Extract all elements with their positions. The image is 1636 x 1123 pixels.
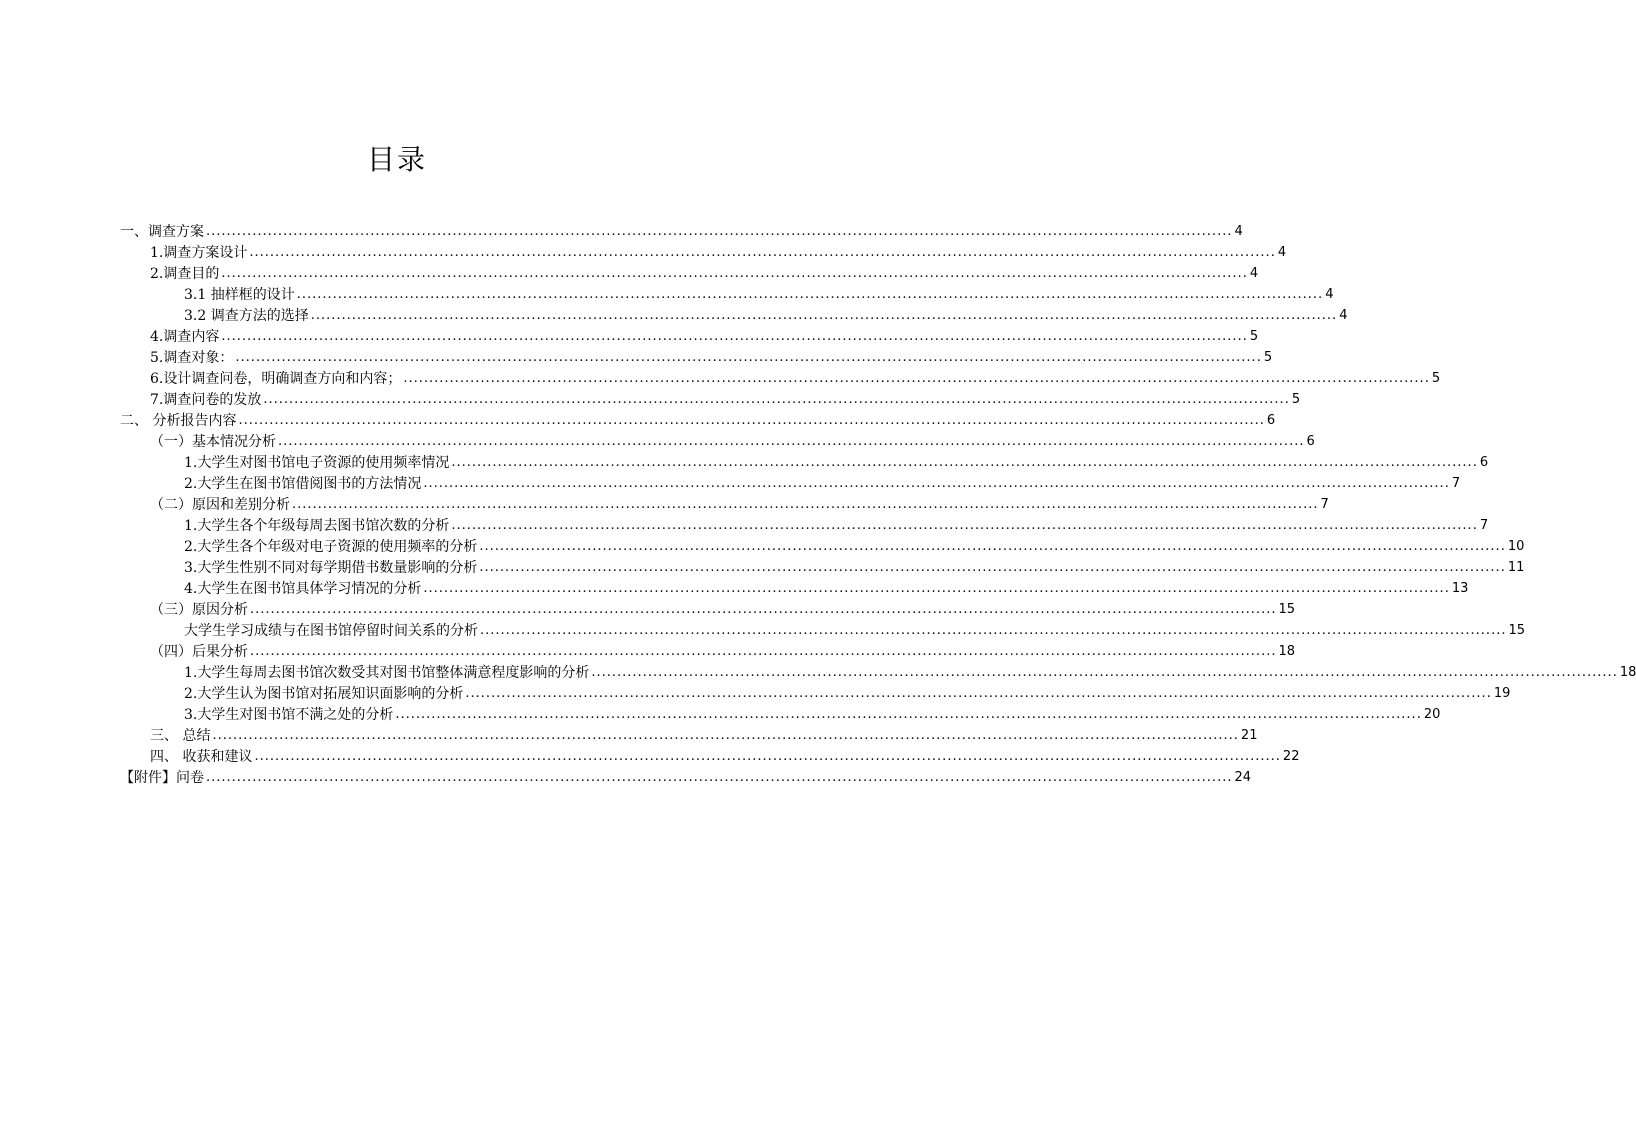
- toc-entry[interactable]: [120, 493, 1329, 514]
- toc-leader-dots: ........................................................................................................................................................................................................: [423, 581, 1450, 596]
- toc-leader-dots: ........................................................................................................................................................................................................: [206, 770, 1233, 785]
- toc-page-number: 7: [1451, 476, 1461, 491]
- toc-entry-label: 2.调查目的: [150, 266, 220, 282]
- toc-leader-dots: ........................................................................................................................................................................................................: [250, 644, 1277, 659]
- toc-entry-label: 3.1 抽样框的设计: [184, 287, 295, 303]
- toc-entry[interactable]: [120, 514, 1489, 535]
- toc-entry[interactable]: [120, 682, 1511, 703]
- toc-page-number: 5: [1249, 329, 1259, 344]
- toc-entry-label: 三、 总结: [150, 728, 211, 744]
- toc-leader-dots: ........................................................................................................................................................................................................: [591, 665, 1618, 680]
- toc-leader-dots: ........................................................................................................................................................................................................: [238, 413, 1265, 428]
- toc-entry-label: 1.大学生各个年级每周去图书馆次数的分析: [184, 518, 450, 534]
- toc-entry[interactable]: [120, 766, 1252, 787]
- toc-entry-label: 2.大学生各个年级对电子资源的使用频率的分析: [184, 539, 478, 555]
- toc-page-number: 18: [1278, 644, 1296, 659]
- toc-entry-label: 1.大学生对图书馆电子资源的使用频率情况: [184, 455, 450, 471]
- toc-entry-label: 7.调查问卷的发放: [150, 392, 262, 408]
- toc-page-number: 4: [1249, 266, 1259, 281]
- toc-page-number: 15: [1508, 623, 1526, 638]
- toc-page-number: 19: [1493, 686, 1511, 701]
- toc-page-number: 7: [1479, 518, 1489, 533]
- toc-leader-dots: ........................................................................................................................................................................................................: [250, 602, 1277, 617]
- toc-entry-label: 5.调查对象：: [150, 350, 234, 366]
- table-of-contents: [120, 220, 1636, 787]
- toc-entry-label: 【附件】问卷: [120, 770, 204, 786]
- toc-page-number: 20: [1423, 707, 1441, 722]
- toc-page-number: 22: [1282, 749, 1300, 764]
- toc-entry-label: 四、 收获和建议: [150, 749, 253, 765]
- toc-entry[interactable]: [120, 430, 1315, 451]
- toc-entry-label: 一、调查方案: [120, 224, 204, 240]
- toc-leader-dots: ........................................................................................................................................................................................................: [310, 308, 1338, 323]
- toc-entry-label: 1.大学生每周去图书馆次数受其对图书馆整体满意程度影响的分析: [184, 665, 590, 681]
- toc-entry[interactable]: [120, 346, 1273, 367]
- toc-entry[interactable]: [120, 241, 1287, 262]
- toc-leader-dots: ........................................................................................................................................................................................................: [263, 392, 1290, 407]
- toc-page-number: 18: [1619, 665, 1636, 680]
- toc-page-number: 15: [1278, 602, 1296, 617]
- toc-entry[interactable]: [120, 283, 1334, 304]
- toc-title: 目录: [366, 143, 427, 176]
- toc-page-number: 4: [1339, 308, 1348, 323]
- toc-leader-dots: ........................................................................................................................................................................................................: [292, 497, 1319, 512]
- toc-page-number: 5: [1291, 392, 1301, 407]
- toc-leader-dots: ........................................................................................................................................................................................................: [221, 329, 1248, 344]
- toc-entry[interactable]: [120, 535, 1525, 556]
- toc-page-number: 4: [1325, 287, 1334, 302]
- toc-page-number: 4: [1277, 245, 1287, 260]
- toc-leader-dots: ........................................................................................................................................................................................................: [249, 245, 1276, 260]
- toc-entry[interactable]: [120, 388, 1301, 409]
- toc-leader-dots: ........................................................................................................................................................................................................: [451, 518, 1478, 533]
- toc-page-number: 11: [1507, 560, 1525, 575]
- toc-entry-label: 4.调查内容: [150, 329, 220, 345]
- toc-leader-dots: ........................................................................................................................................................................................................: [479, 539, 1506, 554]
- toc-entry-label: 6.设计调查问卷，明确调查方向和内容；: [150, 371, 402, 387]
- toc-leader-dots: ........................................................................................................................................................................................................: [296, 287, 1324, 302]
- toc-leader-dots: ........................................................................................................................................................................................................: [278, 434, 1305, 449]
- toc-page-number: 13: [1451, 581, 1469, 596]
- toc-entry[interactable]: [120, 619, 1526, 640]
- toc-entry[interactable]: [120, 703, 1441, 724]
- toc-entry-label: 4.大学生在图书馆具体学习情况的分析: [184, 581, 422, 597]
- toc-entry[interactable]: [120, 640, 1296, 661]
- toc-leader-dots: ........................................................................................................................................................................................................: [465, 686, 1492, 701]
- toc-entry[interactable]: [120, 724, 1258, 745]
- toc-entry-label: （二）原因和差别分析: [150, 497, 290, 513]
- toc-entry[interactable]: [120, 661, 1636, 682]
- toc-page-number: 5: [1263, 350, 1273, 365]
- toc-entry-label: 2.大学生认为图书馆对拓展知识面影响的分析: [184, 686, 464, 702]
- toc-leader-dots: ........................................................................................................................................................................................................: [212, 728, 1239, 743]
- toc-page-number: 6: [1306, 434, 1315, 449]
- toc-entry-label: 3.大学生性别不同对每学期借书数量影响的分析: [184, 560, 478, 576]
- toc-page-number: 5: [1431, 371, 1441, 386]
- toc-entry[interactable]: [120, 262, 1259, 283]
- toc-entry-label: 2.大学生在图书馆借阅图书的方法情况: [184, 476, 422, 492]
- toc-page-number: 24: [1234, 770, 1252, 785]
- toc-page-number: 10: [1507, 539, 1525, 554]
- toc-entry[interactable]: [120, 409, 1276, 430]
- toc-leader-dots: ........................................................................................................................................................................................................: [479, 560, 1506, 575]
- toc-entry[interactable]: [120, 367, 1441, 388]
- toc-entry[interactable]: [120, 304, 1348, 325]
- toc-page-number: 21: [1240, 728, 1258, 743]
- toc-leader-dots: ........................................................................................................................................................................................................: [235, 350, 1262, 365]
- toc-entry-label: 1.调查方案设计: [150, 245, 248, 261]
- toc-leader-dots: ........................................................................................................................................................................................................: [480, 623, 1507, 638]
- toc-entry-label: 大学生学习成绩与在图书馆停留时间关系的分析: [184, 623, 478, 639]
- toc-leader-dots: ........................................................................................................................................................................................................: [423, 476, 1450, 491]
- toc-entry[interactable]: [120, 598, 1296, 619]
- toc-leader-dots: ........................................................................................................................................................................................................: [206, 224, 1233, 239]
- toc-leader-dots: ........................................................................................................................................................................................................: [395, 707, 1422, 722]
- toc-leader-dots: ........................................................................................................................................................................................................: [403, 371, 1430, 386]
- toc-leader-dots: ........................................................................................................................................................................................................: [451, 455, 1478, 470]
- toc-entry[interactable]: [120, 556, 1525, 577]
- toc-entry-label: 3.大学生对图书馆不满之处的分析: [184, 707, 394, 723]
- toc-entry-label: 二、 分析报告内容: [120, 413, 237, 429]
- toc-entry-label: （四）后果分析: [150, 644, 248, 660]
- toc-entry[interactable]: [120, 472, 1461, 493]
- toc-entry-label: （三）原因分析: [150, 602, 248, 618]
- toc-entry-label: 3.2 调查方法的选择: [184, 308, 309, 324]
- toc-page-number: 7: [1320, 497, 1329, 512]
- toc-entry[interactable]: [120, 451, 1489, 472]
- toc-entry-label: （一）基本情况分析: [150, 434, 276, 450]
- toc-entry[interactable]: [120, 577, 1469, 598]
- toc-entry[interactable]: [120, 220, 1243, 241]
- toc-leader-dots: ........................................................................................................................................................................................................: [221, 266, 1248, 281]
- toc-page-number: 6: [1266, 413, 1276, 428]
- toc-leader-dots: ........................................................................................................................................................................................................: [254, 749, 1281, 764]
- toc-entry[interactable]: [120, 325, 1259, 346]
- toc-entry[interactable]: [120, 745, 1300, 766]
- toc-page-number: 6: [1479, 455, 1489, 470]
- toc-page-number: 4: [1234, 224, 1243, 239]
